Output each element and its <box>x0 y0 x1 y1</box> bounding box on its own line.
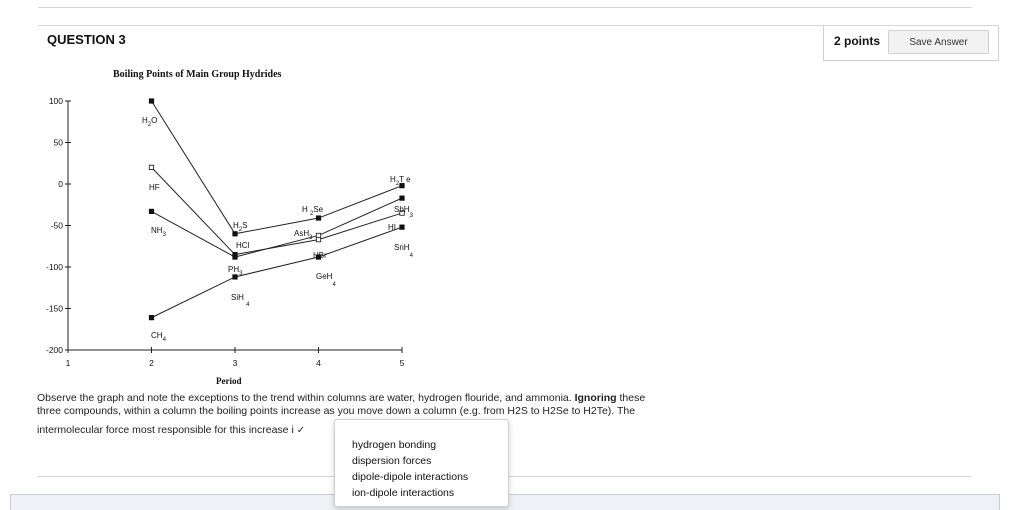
label-ch4: $CH_4$ <box>151 331 166 343</box>
data-point <box>400 196 404 200</box>
label-hi: HI <box>388 223 396 232</box>
label-ph3: $PH_3$ <box>228 265 243 277</box>
label-hbr: HBr <box>313 251 327 260</box>
question-emphasis: Ignoring <box>574 392 617 404</box>
points-label: 2 points <box>834 34 881 48</box>
label-hf: HF <box>149 183 160 192</box>
data-point <box>233 232 237 236</box>
label-ash3: AsH$_3$ <box>294 229 313 241</box>
x-tick-label: 4 <box>316 358 321 368</box>
x-tick-label: 5 <box>399 358 405 368</box>
label-sbh3: SbH$_3$ <box>394 205 413 219</box>
question-text-part: these <box>619 392 646 404</box>
question-title: QUESTION 3 <box>47 32 126 47</box>
y-tick-label: 100 <box>48 96 63 106</box>
y-tick-label: -200 <box>45 345 63 355</box>
data-point <box>400 183 404 187</box>
save-answer-button[interactable]: Save Answer <box>888 30 989 54</box>
label-hcl: HCl <box>236 241 250 250</box>
x-tick-label: 1 <box>65 358 71 368</box>
points-panel <box>823 26 999 61</box>
data-point <box>316 216 320 220</box>
data-point <box>233 255 237 259</box>
data-point <box>149 99 153 103</box>
data-point <box>149 209 153 213</box>
question-line-2: three compounds, within a column the boiling points increase as you move down a column (e.g. from H2S to H2Se to H2Te). The <box>37 405 636 417</box>
answer-dropdown-menu[interactable] <box>334 419 509 507</box>
x-tick-label: 2 <box>149 358 154 368</box>
label-nh3: $NH_3$ <box>151 226 166 238</box>
data-point <box>149 165 153 169</box>
y-tick-label: 0 <box>58 179 63 189</box>
y-tick-label: -150 <box>45 303 63 314</box>
question-text-part: Observe the graph and note the exceptions to the trend within columns are water, hydrogen flouride, and ammonia. <box>37 392 572 404</box>
label-snh4: SnH$_4$ <box>394 243 413 259</box>
boiling-points-chart <box>30 60 450 390</box>
top-divider <box>38 7 972 8</box>
question-line-1 <box>37 392 767 405</box>
x-tick-label: 3 <box>232 358 238 368</box>
data-point <box>149 315 153 319</box>
y-tick-label: 50 <box>53 137 63 148</box>
data-point <box>400 225 404 229</box>
option-hydrogen-bonding[interactable]: hydrogen bonding <box>352 439 437 451</box>
label-h2s: $H_2S$ <box>233 221 248 233</box>
series-line-4 <box>152 227 403 317</box>
x-axis-label: Period <box>216 376 242 386</box>
series-line-1 <box>152 101 403 234</box>
y-tick-label: -50 <box>50 220 63 231</box>
label-geh4: GeH$_4$ <box>316 272 336 288</box>
label-h2te: $H_2T$ e <box>390 175 411 187</box>
series-line-2 <box>152 167 403 254</box>
label-h2o: $H_2O$ <box>142 116 158 128</box>
data-point <box>316 233 320 237</box>
label-sih4: SiH $_4$ <box>231 293 250 308</box>
option-dipole-dipole[interactable]: dipole-dipole interactions <box>352 471 469 483</box>
option-dispersion-forces[interactable]: dispersion forces <box>352 455 432 467</box>
data-point <box>233 275 237 279</box>
label-h2se: H $_2$Se <box>302 205 324 217</box>
chart-title: Boiling Points of Main Group Hydrides <box>113 69 282 80</box>
question-text-part: intermolecular force most responsible for this increase i <box>37 424 294 436</box>
data-point <box>316 237 320 241</box>
y-tick-label: -100 <box>45 262 63 272</box>
dropdown-check-icon[interactable]: ✓ <box>296 425 306 436</box>
option-ion-dipole[interactable]: ion-dipole interactions <box>352 487 455 499</box>
